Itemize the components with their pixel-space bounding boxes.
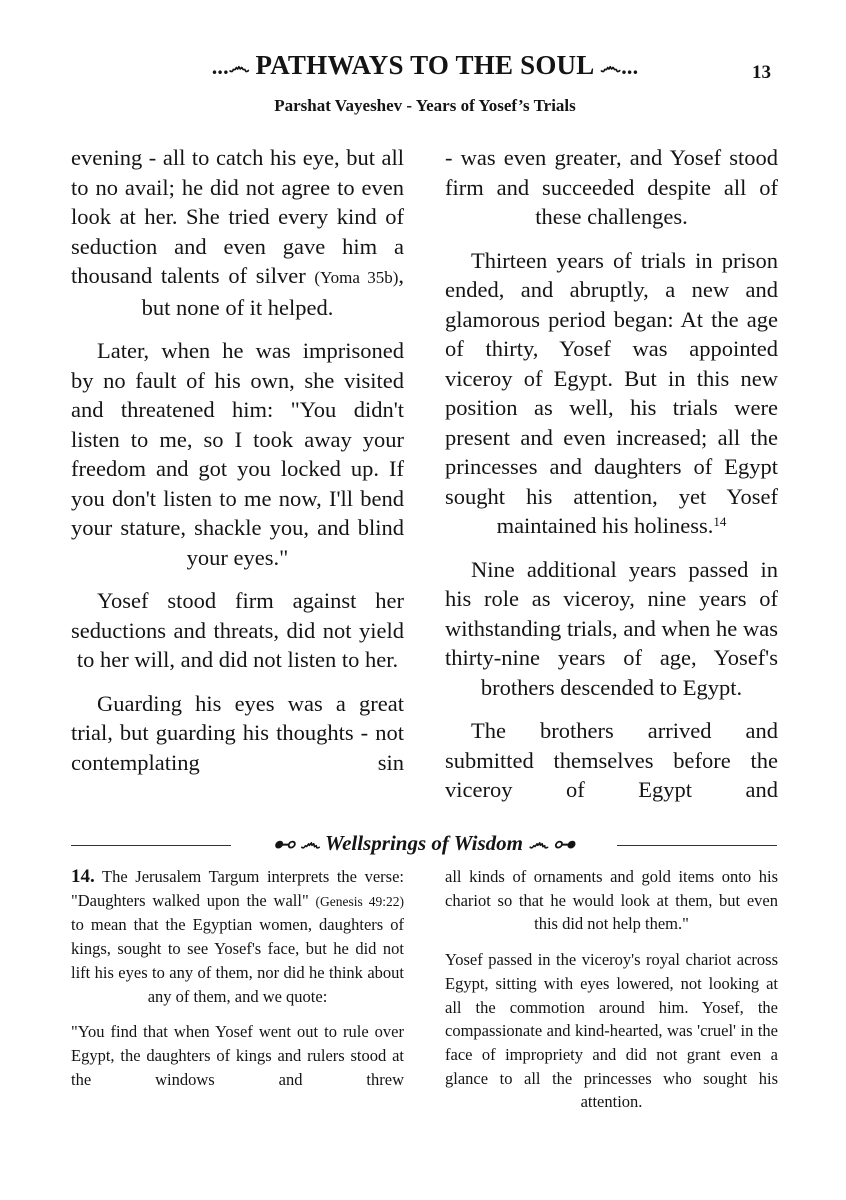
footnote-text-a: The Jerusalem Targum interprets the verse: "Daughters walked upon the wall" bbox=[71, 867, 404, 910]
chapter-subtitle: Parshat Vayeshev - Years of Yosef’s Trials bbox=[274, 96, 576, 115]
right-paragraph-1: - was even greater, and Yosef stood firm and succeeded despite all of these challenges. bbox=[445, 145, 778, 229]
right-paragraph-2 bbox=[445, 246, 778, 541]
left-paragraph-1-text-a: evening - all to catch his eye, but all to no avail; he did not agree to even look at her. She tried every kind of seduction and even gave him a thousand talents of silver bbox=[71, 145, 404, 288]
right-paragraph-4: The brothers arrived and submitted themselves before the viceroy of Egypt and bbox=[445, 718, 778, 802]
right-paragraph-3: Nine additional years passed in his role as viceroy, nine years of withstanding trials, and when he was thirty-nine years of age, Yosef's brothers descended to Egypt. bbox=[445, 556, 778, 700]
footnote-number: 14. bbox=[71, 866, 95, 887]
source-reference: (Yoma 35b) bbox=[314, 268, 399, 287]
divider-flourish-left: ⊷ ෴ bbox=[273, 831, 325, 855]
footnote-source-reference: (Genesis 49:22) bbox=[315, 893, 404, 909]
page-number: 13 bbox=[752, 62, 771, 83]
divider-heading bbox=[71, 831, 777, 856]
flourish-left-ornament: ...෴ bbox=[211, 54, 256, 79]
footnote-paragraph-3: all kinds of ornaments and gold items onto his chariot so that he would look at them, but even this did not help them." bbox=[445, 867, 778, 934]
divider-label: Wellsprings of Wisdom bbox=[325, 831, 523, 855]
left-paragraph-2: Later, when he was imprisoned by no fault of his own, she visited and threatened him: "You didn't listen to me, so I took away your freedom and got you locked up. If you don't listen to me now, I'll bend your stature, shackle you, and blind your eyes." bbox=[71, 338, 404, 570]
divider-flourish-right: ෴ ⊶ bbox=[522, 831, 575, 855]
footnote-paragraph-1 bbox=[71, 865, 404, 1008]
left-column bbox=[71, 143, 404, 791]
footnote-paragraph-4: Yosef passed in the viceroy's royal chariot across Egypt, sitting with eyes lowered, not looking at all the commotion around him. Yosef, the compassionate and kind-hearted, was 'cruel' in the face of impropriety and did not grant even a glance to all the princesses who sought his attention. bbox=[445, 950, 778, 1112]
left-paragraph-3: Yosef stood firm against her seductions and threats, did not yield to her will, and did not listen to her. bbox=[71, 588, 404, 672]
footnote-right-column bbox=[445, 865, 778, 1126]
book-title-text: PATHWAYS TO THE SOUL bbox=[255, 50, 595, 80]
footnote-divider bbox=[71, 829, 777, 863]
footnote-paragraph-2: "You find that when Yosef went out to rule over Egypt, the daughters of kings and rulers stood at the windows and threw bbox=[71, 1022, 404, 1089]
right-paragraph-2-text: Thirteen years of trials in prison ended, and abruptly, a new and glamorous period began: At the age of thirty, Yosef was appointed viceroy of Egypt. But in this new position as well, his trials were present and even increased; all the princesses and daughters of Egypt sought his attention, yet Yosef maintained his holiness. bbox=[445, 247, 778, 538]
footnote-text-b: to mean that the Egyptian women, daughters of kings, sought to see Yosef's face, but he did not lift his eyes to any of them, nor did he think about any of them, and we quote: bbox=[71, 915, 404, 1006]
book-title bbox=[212, 50, 639, 80]
left-paragraph-1 bbox=[71, 143, 404, 322]
left-paragraph-1-text-b: , but none of it helped. bbox=[141, 263, 404, 320]
footnote-left-column bbox=[71, 865, 404, 1103]
left-paragraph-4: Guarding his eyes was a great trial, but guarding his thoughts - not contemplating sin bbox=[71, 690, 404, 775]
footnote-reference[interactable]: 14 bbox=[713, 514, 727, 529]
running-header bbox=[120, 50, 730, 81]
flourish-right-ornament: ෴... bbox=[594, 54, 639, 79]
right-column bbox=[445, 143, 778, 819]
